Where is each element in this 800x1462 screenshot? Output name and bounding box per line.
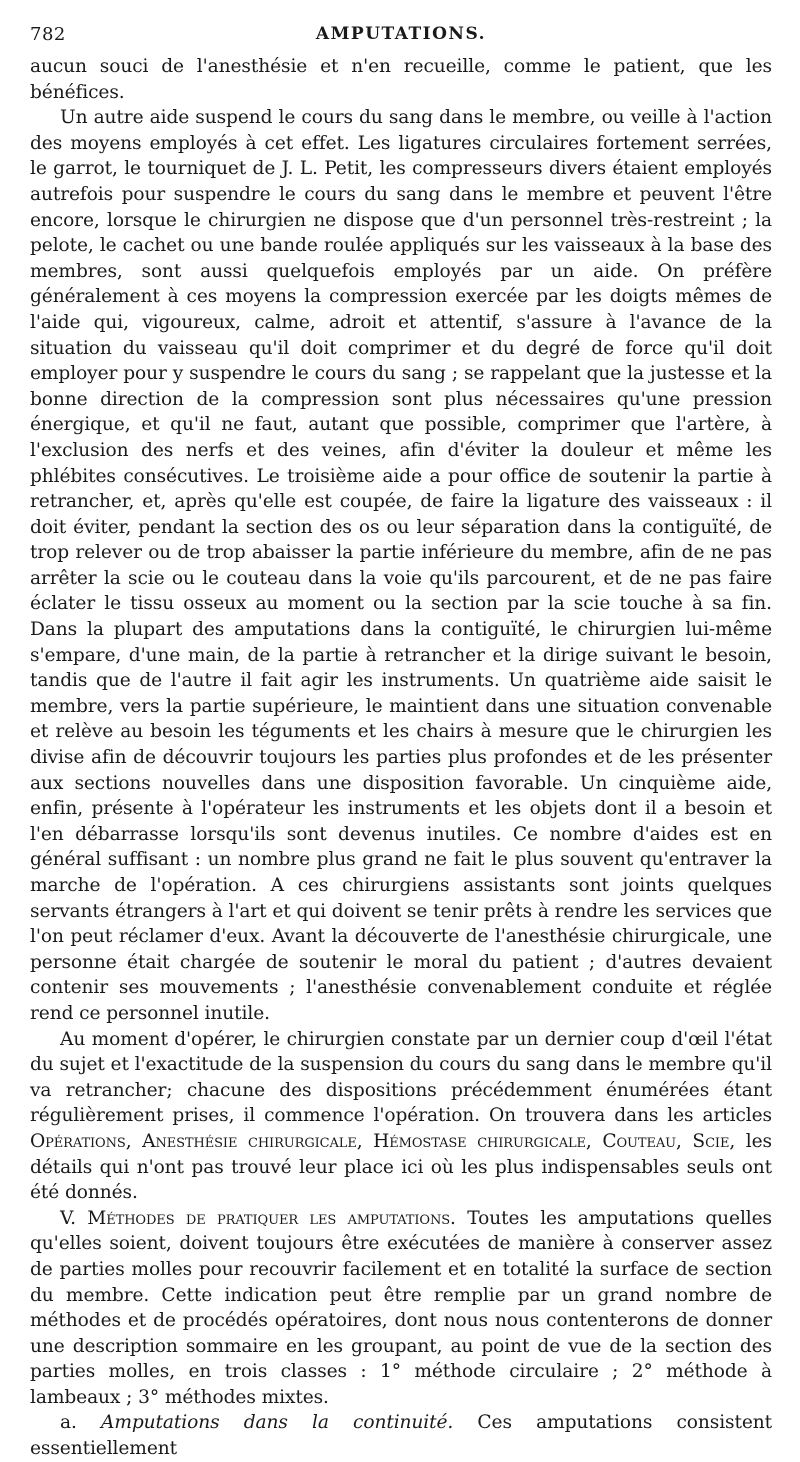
subsection-text: Ces amputations consistent essentiellement [30, 1412, 773, 1460]
section-text: Toutes les amputations quelles qu'elles soient, doivent toujours être exécutées de manière à conserver assez de parties molles pour recouvrir facilement et en totalité la surface de section du membre. Cette indication peut être remplie par un grand nombre de méthodes et de procédés opératoires, dont nous nous contenterons de donner une description sommaire en les groupant, au point de vue de la section des parties molles, en trois classes : 1° méthode circulaire ; 2° méthode à lambeaux ; 3° méthodes mixtes. [30, 1207, 772, 1408]
cross-reference-articles: Opérations, Anesthésie chirurgicale, Hémostase chirurgicale, Couteau, Scie [30, 1130, 730, 1152]
paragraph-operation-start [30, 1027, 772, 1206]
subsection-label: a. [60, 1412, 101, 1434]
section-methods [30, 1206, 772, 1411]
section-heading: V. Méthodes de pratiquer les amputations. [60, 1207, 456, 1229]
paragraph-assistants: Un autre aide suspend le cours du sang dans le membre, ou veille à l'action des moyens employés à cet effet. Les ligatures circulaires fortement serrées, le garrot, le tourniquet de J. L. Petit, les compresseurs divers étaient employés autrefois pour suspendre le cours du sang dans le membre et peuvent l'être encore, lorsque le chirurgien ne dispose que d'un personnel très-restreint ; la pelote, le cachet ou une bande roulée appliqués sur les vaisseaux à la base des membres, sont aussi quelquefois employés par un aide. On préfère généralement à ces moyens la compression exercée par les doigts mêmes de l'aide qui, vigoureux, calme, adroit et attentif, s'assure à l'avance de la situation du vaisseau qu'il doit comprimer et du degré de force qu'il doit employer pour y suspendre le cours du sang ; se rappelant que la justesse et la bonne direction de la compression sont plus nécessaires qu'une pression énergique, et qu'il ne faut, autant que possible, comprimer que l'artère, à l'exclusion des nerfs et des veines, afin d'éviter la douleur et même les phlébites consécutives. Le troisième aide a pour office de soutenir la partie à retrancher, et, après qu'elle est coupée, de faire la ligature des vaisseaux : il doit éviter, pendant la section des os ou leur séparation dans la contiguïté, de trop relever ou de trop abaisser la partie inférieure du membre, afin de ne pas arrêter la scie ou le couteau dans la voie qu'ils parcourent, et de ne pas faire éclater le tissu osseux au moment ou la section par la scie touche à sa fin. Dans la plupart des amputations dans la contiguïté, le chirurgien lui-même s'empare, d'une main, de la partie à retrancher et la dirige suivant le besoin, tandis que de l'autre il fait agir les instruments. Un quatrième aide saisit le membre, vers la partie supérieure, le maintient dans une situation convenable et relève au besoin les téguments et les chairs à mesure que le chirurgien les divise afin de découvrir toujours les parties plus profondes et de les présenter aux sections nouvelles dans une disposition favorable. Un cinquième aide, enfin, présente à l'opérateur les instruments et les objets dont il a besoin et l'en débarrasse lorsqu'ils sont devenus inutiles. Ce nombre d'aides est en général suffisant : un nombre plus grand ne fait le plus souvent qu'entraver la marche de l'opération. A ces chirurgiens assistants sont joints quelques servants étrangers à l'art et qui doivent se tenir prêts à rendre les services que l'on peut réclamer d'eux. Avant la découverte de l'anesthésie chirurgicale, une personne était chargée de soutenir le moral du patient ; d'autres devaient contenir ses mouvements ; l'anesthésie convenablement conduite et réglée rend ce personnel inutile. [30, 107, 772, 1024]
page-number: 782 [30, 24, 66, 45]
subsection-continuity [30, 1410, 772, 1461]
running-title: AMPUTATIONS. [315, 24, 487, 44]
subsection-heading: Amputations dans la continuité. [101, 1412, 454, 1434]
paragraph-text: , les détails qui n'ont pas trouvé leur place ici où les plus indispensables seuls ont été donnés. [30, 1130, 772, 1204]
running-head [30, 22, 772, 50]
document-page [30, 22, 772, 1462]
paragraph-text: Au moment d'opérer, le chirurgien constate par un dernier coup d'œil l'état du sujet et l'exactitude de la suspension du cours du sang dans le membre qu'il va retrancher; chacune des dispositions précédemment énumérées étant régulièrement prises, il commence l'opération. On trouvera dans les articles [30, 1028, 772, 1127]
paragraph-continuation: aucun souci de l'anesthésie et n'en recueille, comme le patient, que les bénéfices. [30, 56, 772, 103]
